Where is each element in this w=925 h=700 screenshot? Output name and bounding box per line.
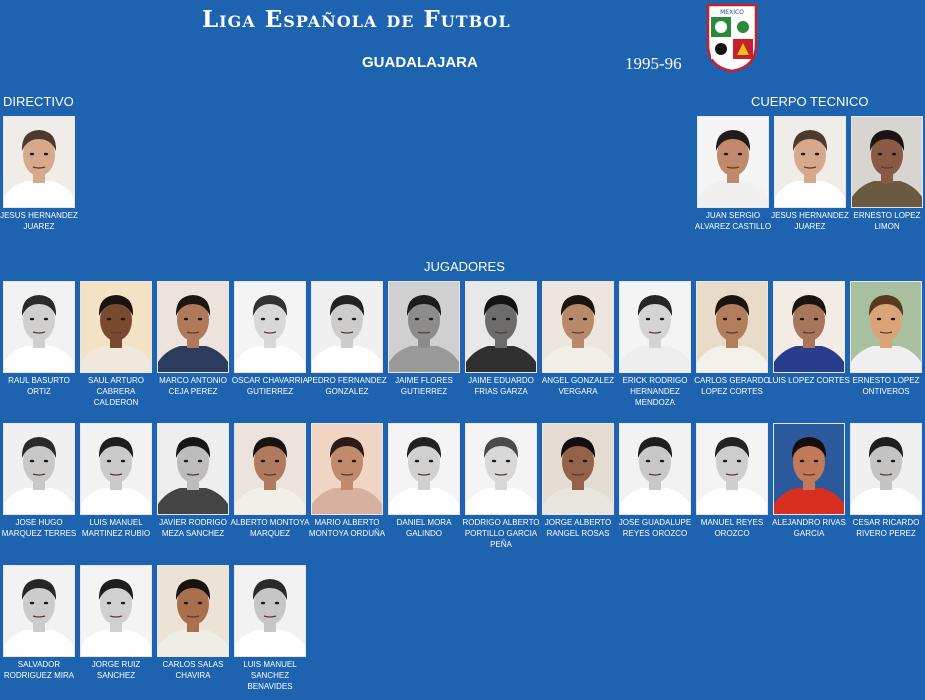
player-card: [773, 423, 845, 539]
player-card: [619, 281, 691, 408]
team-name: GUADALAJARA: [362, 54, 478, 71]
player-card: [231, 281, 309, 397]
player-photo: [619, 281, 691, 373]
player-card: [157, 423, 229, 539]
staff-name: JESUS HERNANDEZ JUAREZ: [771, 211, 849, 231]
player-photo: [465, 281, 537, 373]
player-photo: [851, 116, 923, 208]
player-card: [3, 565, 75, 681]
player-card: [696, 281, 768, 397]
player-card: [3, 281, 75, 397]
player-photo: [465, 423, 537, 515]
player-photo: [3, 116, 75, 208]
player-card: [230, 423, 310, 539]
player-card: [157, 565, 229, 681]
section-title-jugadores: JUGADORES: [424, 259, 505, 274]
player-name: CESAR RICARDO RIVERO PEREZ: [852, 518, 920, 538]
player-name: ANGEL GONZALEZ VERGARA: [541, 376, 615, 396]
player-name: RAUL BASURTO ORTIZ: [8, 376, 70, 396]
player-photo: [773, 423, 845, 515]
staff-name: JUAN SERGIO ALVAREZ CASTILLO: [694, 211, 772, 231]
player-name: ERNESTO LOPEZ ONTIVEROS: [852, 376, 920, 396]
section-title-directivo: DIRECTIVO: [3, 94, 74, 109]
player-photo: [234, 565, 306, 657]
player-photo: [80, 281, 152, 373]
player-name: LUIS MANUEL SANCHEZ BENAVIDES: [243, 660, 297, 691]
player-name: JOSE GUADALUPE REYES OROZCO: [618, 518, 692, 538]
player-card: [542, 281, 614, 397]
player-photo: [388, 423, 460, 515]
player-name: ALEJANDRO RIVAS GARCIA: [772, 518, 846, 538]
player-card: [768, 281, 850, 386]
player-card: [850, 281, 922, 397]
player-photo: [542, 281, 614, 373]
player-photo: [850, 281, 922, 373]
player-name: JAVIER RODRIGO MEZA SANCHEZ: [159, 518, 227, 538]
player-name: ERICK RODRIGO HERNANDEZ MENDOZA: [622, 376, 688, 407]
player-name: MANUEL REYES OROZCO: [700, 518, 764, 538]
player-photo: [234, 423, 306, 515]
player-name: LUIS LOPEZ CORTES: [768, 376, 850, 385]
player-photo: [3, 281, 75, 373]
player-card: [465, 281, 537, 397]
player-photo: [3, 565, 75, 657]
player-photo: [697, 116, 769, 208]
player-name: ALBERTO MONTOYA MARQUEZ: [230, 518, 310, 538]
player-card: [542, 423, 614, 539]
player-card: [462, 423, 540, 550]
player-name: SAUL ARTURO CABRERA CALDERON: [87, 376, 144, 407]
crest-logo: [706, 3, 758, 73]
player-card: [307, 281, 387, 397]
staff-card: [851, 116, 923, 232]
staff-name: ERNESTO LOPEZ LIMON: [853, 211, 921, 231]
player-photo: [157, 281, 229, 373]
player-name: JORGE RUIZ SANCHEZ: [91, 660, 141, 680]
player-name: JAIME EDUARDO FRIAS GARZA: [468, 376, 534, 396]
player-card: [3, 423, 75, 539]
staff-card: [771, 116, 849, 232]
player-photo: [773, 281, 845, 373]
player-photo: [157, 565, 229, 657]
player-name: CARLOS SALAS CHAVIRA: [162, 660, 224, 680]
player-photo: [696, 423, 768, 515]
section-title-cuerpo-tecnico: CUERPO TECNICO: [751, 94, 869, 109]
player-name: RODRIGO ALBERTO PORTILLO GARCIA PEÑA: [462, 518, 540, 549]
player-photo: [388, 281, 460, 373]
player-card: [234, 565, 306, 692]
player-photo: [80, 423, 152, 515]
player-name: MARCO ANTONIO CEJA PEREZ: [159, 376, 227, 396]
player-card: [388, 423, 460, 539]
player-card: [696, 423, 768, 539]
player-photo: [311, 281, 383, 373]
player-card: [80, 281, 152, 408]
directivo-name: JESUS HERNANDEZ JUAREZ: [0, 211, 78, 231]
league-title: Liga Española de Futbol: [202, 6, 511, 33]
player-card: [850, 423, 922, 539]
player-card: [80, 423, 152, 539]
player-name: MARIO ALBERTO MONTOYA ORDUÑA: [308, 518, 386, 538]
player-card: [388, 281, 460, 397]
player-card: [619, 423, 691, 539]
directivo-card: [0, 116, 78, 232]
player-name: LUIS MANUEL MARTINEZ RUBIO: [81, 518, 151, 538]
player-photo: [850, 423, 922, 515]
staff-card: [694, 116, 772, 232]
player-name: CARLOS GERARDO LOPEZ CORTES: [694, 376, 770, 396]
player-photo: [157, 423, 229, 515]
crest-text: MEXICO: [720, 9, 744, 16]
season-label: 1995-96: [625, 54, 682, 73]
player-photo: [311, 423, 383, 515]
player-name: JOSE HUGO MARQUEZ TERRES: [1, 518, 77, 538]
player-name: SALVADOR RODRIGUEZ MIRA: [3, 660, 75, 680]
player-name: JORGE ALBERTO RANGEL ROSAS: [544, 518, 612, 538]
player-name: OSCAR CHAVARRIA GUTIERREZ: [231, 376, 309, 396]
player-card: [157, 281, 229, 397]
player-photo: [3, 423, 75, 515]
player-photo: [542, 423, 614, 515]
player-card: [80, 565, 152, 681]
player-name: PEDRO FERNANDEZ GONZALEZ: [307, 376, 387, 396]
player-photo: [80, 565, 152, 657]
player-photo: [774, 116, 846, 208]
player-photo: [696, 281, 768, 373]
player-name: DANIEL MORA GALINDO: [396, 518, 452, 538]
player-card: [308, 423, 386, 539]
player-photo: [234, 281, 306, 373]
player-name: JAIME FLORES GUTIERREZ: [395, 376, 453, 396]
player-photo: [619, 423, 691, 515]
